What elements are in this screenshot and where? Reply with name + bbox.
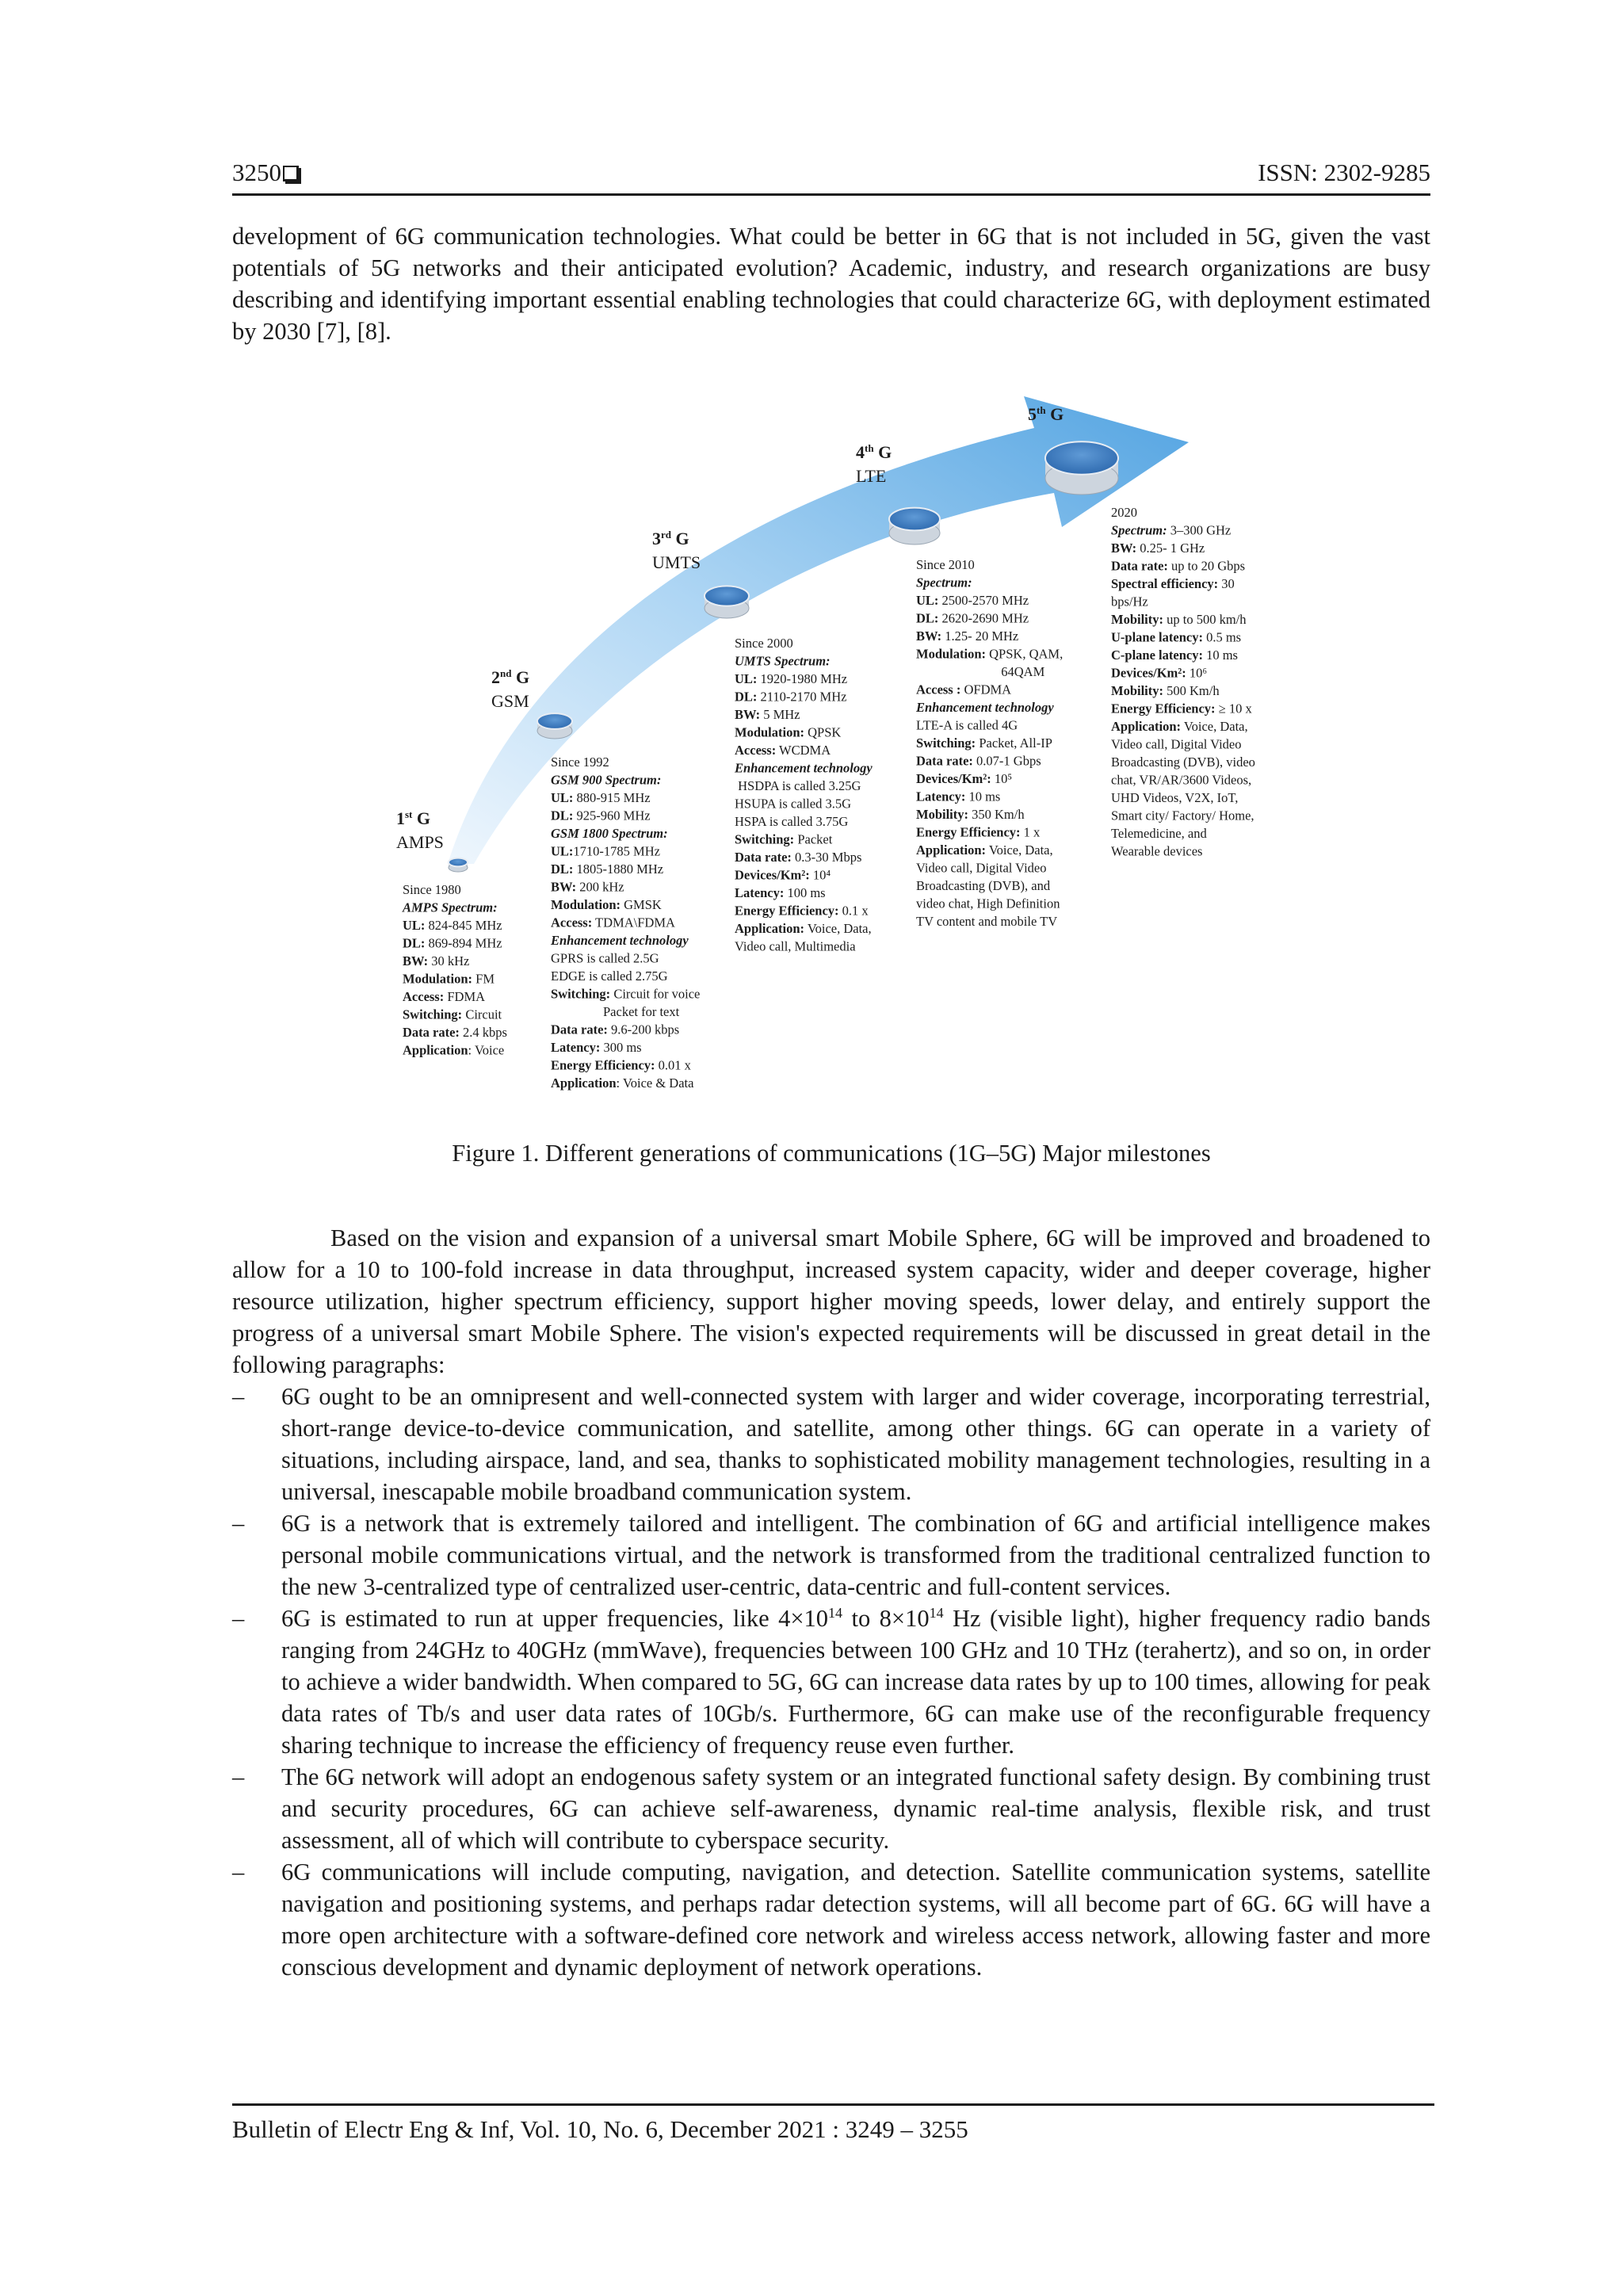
spec-line: Modulation: QPSK, QAM, [916,646,1064,662]
spec-line: Since 1980 [403,882,461,897]
spec-line: bps/Hz [1111,594,1148,609]
spec-line: Since 2010 [916,557,975,572]
spec-line: Packet for text [551,1004,680,1019]
spec-line: UL: 824-845 MHz [403,918,502,933]
generation-disc [1045,441,1118,495]
spec-line: UL:1710-1785 MHz [551,843,660,859]
spec-line: chat, VR/AR/3600 Videos, [1111,772,1252,788]
spec-line: DL: 925-960 MHz [551,808,651,823]
body-paragraph: Based on the vision and expansion of a universal smart Mobile Sphere, 6G will be improved and broadened to allow for a 10 to 100-fold increase in data throughput, increased system capacity, wider and deeper coverage, higher resource utilization, higher spectrum efficiency, support higher moving speeds, lower delay, and entirely support the progress of a universal smart Mobile Sphere. The vision's expected requirements will be discussed in great detail in the following paragraphs: [232,1224,1430,1378]
spec-line: HSDPA is called 3.25G [735,778,861,793]
spec-line: Video call, Digital Video [916,860,1047,876]
spec-line: Switching: Circuit [403,1007,502,1022]
spec-line: Video call, Multimedia [735,938,856,954]
spec-line: Data rate: 2.4 kbps [403,1025,507,1040]
spec-line: Spectral efficiency: 30 [1111,576,1235,591]
journal-citation: Bulletin of Electr Eng & Inf, Vol. 10, No. 6, December 2021 : 3249 – 3255 [232,2115,968,2143]
spec-line: DL: 2620-2690 MHz [916,610,1029,626]
spec-line: Telemedicine, and [1111,826,1207,841]
spec-line: Latency: 100 ms [735,885,826,900]
technology-label: LTE [856,466,887,486]
spec-line: GPRS is called 2.5G [551,950,659,966]
page-number: 3250 [232,159,299,187]
spec-line: Wearable devices [1111,843,1203,859]
spec-line: BW: 0.25- 1 GHz [1111,541,1205,556]
generation-disc [537,713,572,739]
issn: ISSN: 2302-9285 [1258,159,1430,186]
spec-line: Energy Efficiency: 0.1 x [735,903,869,919]
technology-label: GSM [491,691,529,711]
spec-line: HSPA is called 3.75G [735,814,849,829]
spec-line: Devices/Km²: 10⁵ [916,771,1013,786]
spec-line: Enhancement technology [916,700,1054,715]
spec-line: Mobility: 350 Km/h [916,807,1025,822]
spec-line: Since 1992 [551,755,609,770]
spec-line: Enhancement technology [735,760,873,776]
spec-line: Broadcasting (DVB), video [1111,755,1255,770]
spec-line: video chat, High Definition [916,896,1060,911]
spec-line: BW: 1.25- 20 MHz [916,628,1019,644]
spec-line: Access : OFDMA [916,682,1012,697]
spec-line: Modulation: QPSK [735,724,842,740]
list-item: – 6G is a network that is extremely tailored and intelligent. The combination of 6G and artificial intelligence makes personal mobile communications virtual, and the network is transformed from the traditional centralized function to the new 3-centralized type of centralized user-centric, data-centric and full-content services. [232,1510,1430,1600]
spec-line: Smart city/ Factory/ Home, [1111,808,1254,823]
spec-line: Data rate: 0.3-30 Mbps [735,850,862,865]
square-icon [283,166,299,181]
spec-line: Application: Voice & Data [551,1075,694,1091]
figure-caption: Figure 1. Different generations of communications (1G–5G) Major milestones [452,1140,1211,1167]
spec-line: Devices/Km²: 10⁴ [735,867,831,883]
page-header [232,155,1430,196]
spec-line: Spectrum: [916,575,972,590]
spec-line: BW: 30 kHz [403,953,470,968]
spec-line: Energy Efficiency: 1 x [916,824,1041,840]
spec-line: BW: 200 kHz [551,879,624,895]
spec-line: GSM 1800 Spectrum: [551,826,668,841]
spec-line: Devices/Km²: 10⁶ [1111,665,1208,681]
list-item: – 6G ought to be an omnipresent and well-connected system with larger and wider coverage, incorporating terrestrial, short-range device-to-device communication, and satellite, among other things. 6G can operate in a variety of situations, including airspace, land, and sea, thanks to sophisticated mobility management technologies, resulting in a universal, inescapable mobile broadband communication system. [232,1383,1430,1505]
spec-line: HSUPA is called 3.5G [735,796,851,812]
spec-line: Access: WCDMA [735,743,831,758]
spec-line: Data rate: 9.6-200 kbps [551,1022,680,1037]
page-footer [232,2103,1434,2144]
spec-line: Latency: 10 ms [916,789,1001,804]
technology-label: AMPS [396,832,444,852]
spec-line: Access: TDMA\FDMA [551,915,675,930]
spec-line: UL: 1920-1980 MHz [735,671,848,686]
generation-disc [449,858,468,872]
spec-line: DL: 1805-1880 MHz [551,861,664,877]
spec-line: C-plane latency: 10 ms [1111,648,1238,663]
spec-line: UHD Videos, V2X, IoT, [1111,790,1239,805]
spec-line: Since 2000 [735,636,793,651]
spec-line: BW: 5 MHz [735,707,800,722]
spec-line: Mobility: up to 500 km/h [1111,612,1247,627]
generation-label: 3rd G [652,529,689,548]
spec-line: Access: FDMA [403,989,486,1004]
spec-line: Modulation: FM [403,971,495,987]
spec-line: Switching: Packet [735,831,833,847]
spec-line: Application: Voice, Data, [916,842,1053,858]
spec-line: Video call, Digital Video [1111,736,1242,752]
list-item: – The 6G network will adopt an endogenous safety system or an integrated functional safety design. By combining trust and security procedures, 6G can achieve self-awareness, dynamic real-time analysis, flexible risk, and trust assessment, all of which will contribute to cyberspace security. [232,1763,1430,1854]
spec-line: Latency: 300 ms [551,1040,642,1055]
spec-line: DL: 2110-2170 MHz [735,689,847,705]
list-item: – 6G communications will include computing, navigation, and detection. Satellite communication systems, satellite navigation and positioning systems, and perhaps radar detection systems, will all become part of 6G. 6G will have a more open architecture with a software-defined core network and wireless access network, allowing faster and more conscious development and dynamic deployment of network operations. [232,1859,1430,1981]
spec-line: Application: Voice, Data, [735,921,872,936]
spec-line: GSM 900 Spectrum: [551,772,662,788]
generation-disc [889,508,940,544]
spec-line: Data rate: up to 20 Gbps [1111,558,1246,574]
spec-line: Enhancement technology [551,933,689,948]
spec-line: Switching: Circuit for voice [551,986,701,1002]
spec-line: Modulation: GMSK [551,897,662,912]
generations-figure [380,396,1331,1110]
spec-line: AMPS Spectrum: [403,900,498,915]
spec-line: LTE-A is called 4G [916,717,1018,733]
spec-line: Application: Voice [403,1042,505,1058]
spec-line: DL: 869-894 MHz [403,935,502,951]
spec-line: Energy Efficiency: 0.01 x [551,1057,691,1073]
generation-label: 4th G [856,442,892,462]
spec-line: Mobility: 500 Km/h [1111,683,1220,698]
spec-line: Spectrum: 3–300 GHz [1111,522,1232,538]
intro-paragraph: development of 6G communication technologies. What could be better in 6G that is not included in 5G, given the vast potentials of 5G networks and their anticipated evolution? Academic, industry, and research organizations are busy describing and identifying important essential enabling technologies that could characterize 6G, with deployment estimated by 2030 [7], [8]. [232,223,1430,345]
spec-line: Data rate: 0.07-1 Gbps [916,753,1041,769]
technology-label: UMTS [652,552,701,572]
spec-line: U-plane latency: 0.5 ms [1111,629,1242,645]
generation-label: 1st G [396,808,431,828]
spec-line: UMTS Spectrum: [735,653,831,669]
spec-line: 2020 [1111,505,1137,520]
generation-label: 5th G [1028,404,1064,424]
spec-line: Application: Voice, Data, [1111,719,1248,734]
spec-line: UL: 880-915 MHz [551,790,651,805]
spec-line: UL: 2500-2570 MHz [916,593,1029,608]
spec-line: Energy Efficiency: ≥ 10 x [1111,701,1252,716]
spec-line: EDGE is called 2.75G [551,968,668,984]
requirements-list [232,1381,1430,1983]
spec-line: Switching: Packet, All-IP [916,735,1052,751]
generation-label: 2nd G [491,667,530,687]
spec-line: Broadcasting (DVB), and [916,878,1051,893]
spec-line: 64QAM [916,664,1045,679]
spec-line: TV content and mobile TV [916,914,1058,929]
list-item: – 6G is estimated to run at upper frequencies, like $4\times 10^{14}$ to $8\times 10^{14}$ Hz (visible light), higher frequency radio bands ranging from 24GHz to 40GHz (mmWave), frequencies between 100 GHz and 10 THz (terahertz), and so on, in order to achieve a wider bandwidth. When compared to 5G, 6G can increase data rates by up to 100 times, allowing for peak data rates of Tb/s and user data rates of 10Gb/s. Furthermore, 6G can make use of the reconfigurable frequency sharing technique to increase the efficiency of frequency reuse even further. [232,1604,1430,1759]
generation-disc [705,586,749,618]
